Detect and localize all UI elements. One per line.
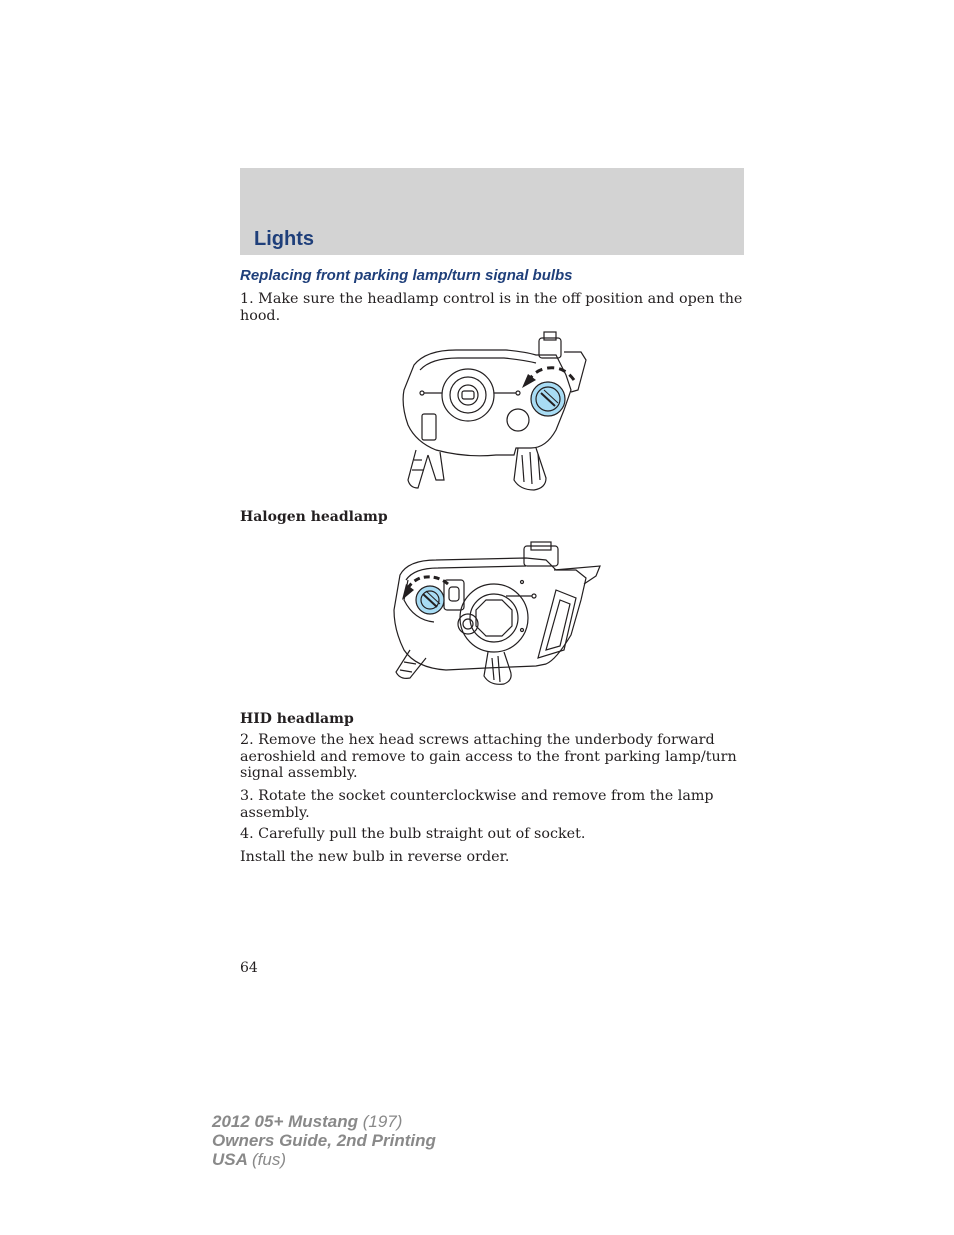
step-4-text: 4. Carefully pull the bulb straight out of socket. [240, 826, 586, 842]
footer-guide: Owners Guide, 2nd Printing [212, 1131, 436, 1150]
section-heading: Replacing front parking lamp/turn signal bulbs [240, 267, 573, 284]
footer-model: 2012 05+ Mustang [212, 1112, 358, 1131]
halogen-headlamp-illustration [396, 330, 606, 495]
page-number: 64 [240, 960, 258, 976]
hid-headlamp-caption: HID headlamp [240, 711, 354, 727]
install-text: Install the new bulb in reverse order. [240, 849, 510, 865]
step-1-text: 1. Make sure the headlamp control is in the off position and open the hood. [240, 291, 743, 324]
step-2-text: 2. Remove the hex head screws attaching the underbody forward aeroshield and remove to gain access to the front parking lamp/turn signal assembly. [240, 732, 737, 781]
footer-model-code: (197) [362, 1112, 403, 1131]
chapter-title: Lights [254, 228, 314, 250]
halogen-headlamp-caption: Halogen headlamp [240, 509, 388, 525]
document-footer [212, 1112, 436, 1169]
footer-market-code: (fus) [252, 1150, 286, 1169]
step-3-text: 3. Rotate the socket counterclockwise and remove from the lamp assembly. [240, 788, 714, 821]
chapter-header-band [240, 168, 744, 255]
hid-headlamp-illustration [386, 540, 606, 690]
footer-market: USA [212, 1150, 248, 1169]
